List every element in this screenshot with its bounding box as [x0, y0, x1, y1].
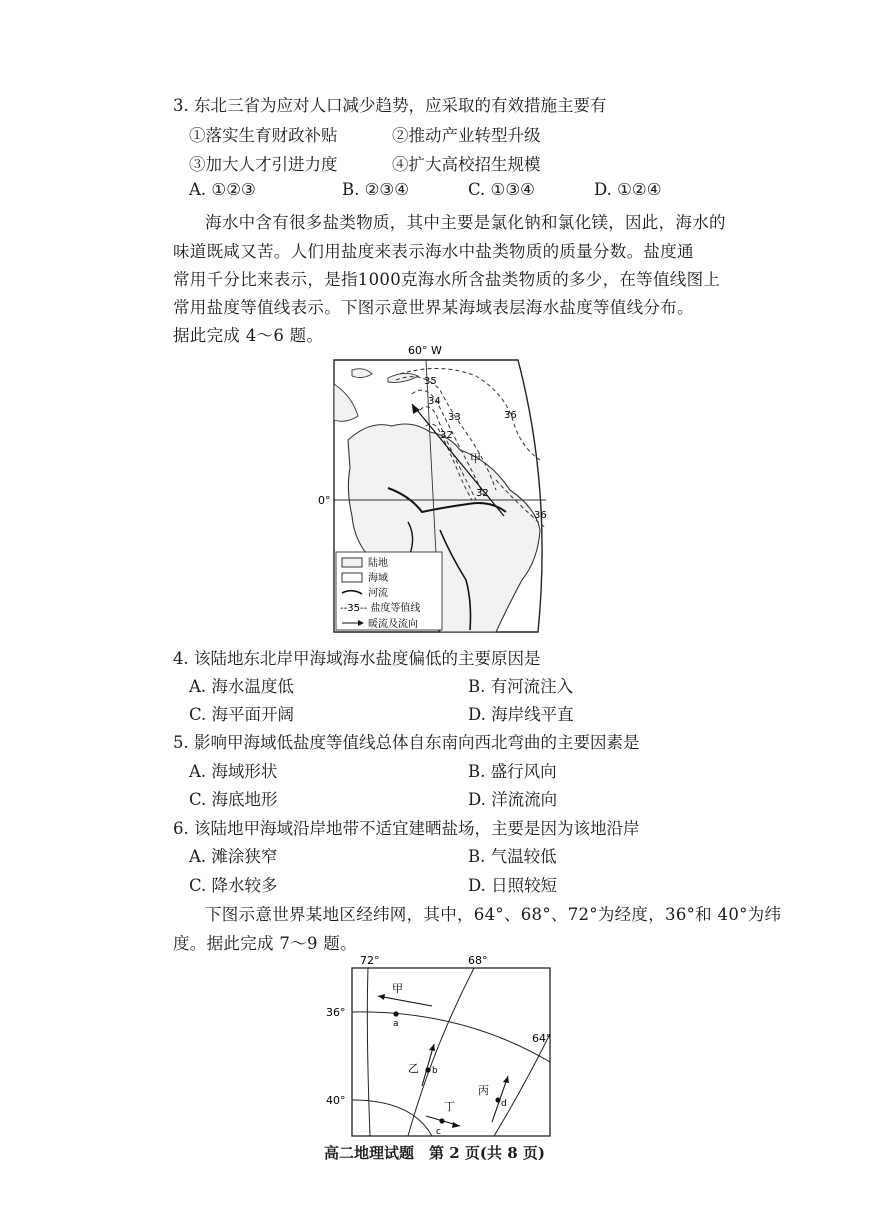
q3-choice-a: A. ①②③ — [189, 180, 256, 199]
q3-choice-b: B. ②③④ — [342, 180, 409, 199]
q4-choice-a: A. 海水温度低 — [189, 677, 294, 696]
legend-sea-swatch — [342, 573, 362, 582]
isoline-label: 36 — [534, 510, 547, 521]
isoline-label: 32 — [476, 488, 489, 499]
passage2-line-2: 度。据此完成 7～9 题。 — [173, 934, 357, 953]
q6-choice-a: A. 滩涂狭窄 — [189, 847, 278, 866]
q3-choice-d: D. ①②④ — [594, 180, 662, 199]
q6-choice-d: D. 日照较短 — [468, 876, 558, 895]
question-6-stem: 6. 该陆地甲海域沿岸地带不适宜建晒盐场，主要是因为该地沿岸 — [173, 819, 640, 838]
q5-choice-d: D. 洋流流向 — [468, 790, 558, 809]
lon-label-64: 64° — [532, 1032, 552, 1045]
q3-item-1: ①落实生育财政补贴 — [189, 126, 338, 145]
legend-river-label: 河流 — [368, 588, 388, 599]
point-label-bing: 丙 — [478, 1084, 489, 1097]
salinity-map — [300, 340, 570, 640]
question-3-stem: 3. 东北三省为应对人口减少趋势，应采取的有效措施主要有 — [173, 96, 607, 115]
area-label-jia: 甲 — [470, 452, 481, 465]
q5-choice-b: B. 盛行风向 — [468, 762, 557, 781]
isoline-label: 36 — [504, 410, 517, 421]
point-label-a: a — [393, 1019, 399, 1029]
passage2-line-1: 下图示意世界某地区经纬网，其中，64°、68°、72°为经度，36°和 40°为纬 — [205, 905, 782, 924]
lon-label-68: 68° — [468, 954, 488, 967]
legend-isoline-label: --35-- 盐度等值线 — [340, 603, 421, 614]
question-4-stem: 4. 该陆地东北岸甲海域海水盐度偏低的主要原因是 — [173, 649, 541, 668]
q4-choice-d: D. 海岸线平直 — [468, 705, 574, 724]
lon-label-72: 72° — [360, 954, 380, 967]
page-footer: 高二地理试题 第 2 页(共 8 页) — [324, 1144, 545, 1162]
q5-choice-a: A. 海域形状 — [189, 762, 278, 781]
point-label-jia: 甲 — [392, 982, 403, 995]
graticule-map — [322, 950, 562, 1140]
point-c — [439, 1118, 444, 1123]
q3-item-4: ④扩大高校招生规模 — [392, 155, 541, 174]
q3-choice-c: C. ①③④ — [468, 180, 535, 199]
q3-item-3: ③加大人才引进力度 — [189, 155, 338, 174]
point-label-yi: 乙 — [408, 1062, 419, 1075]
q3-item-2: ②推动产业转型升级 — [392, 126, 541, 145]
lat-label-36: 36° — [326, 1006, 346, 1019]
q4-choice-c: C. 海平面开阔 — [189, 705, 295, 724]
q5-choice-c: C. 海底地形 — [189, 790, 278, 809]
legend-current-label: 暖流及流向 — [368, 619, 418, 630]
isoline-label: 33 — [448, 412, 461, 423]
legend-sea-label: 海域 — [368, 573, 388, 584]
q4-choice-b: B. 有河流注入 — [468, 677, 574, 696]
point-label-ding: 丁 — [444, 1100, 455, 1113]
passage1-line-5: 据此完成 4～6 题。 — [173, 326, 324, 345]
point-b — [425, 1067, 430, 1072]
isoline-label: 34 — [428, 396, 441, 407]
q6-choice-c: C. 降水较多 — [189, 876, 278, 895]
legend-land-label: 陆地 — [368, 558, 388, 569]
lat-label-40: 40° — [326, 1094, 346, 1107]
point-label-c: c — [436, 1127, 441, 1137]
isoline-label: 32 — [440, 430, 453, 441]
passage1-line-1: 海水中含有很多盐类物质，其中主要是氯化钠和氯化镁，因此，海水的 — [205, 213, 726, 232]
passage1-line-4: 常用盐度等值线表示。下图示意世界某海域表层海水盐度等值线分布。 — [173, 298, 694, 317]
point-label-b: b — [432, 1066, 438, 1076]
point-a — [393, 1011, 398, 1016]
point-label-d: d — [501, 1099, 507, 1109]
question-5-stem: 5. 影响甲海域低盐度等值线总体自东南向西北弯曲的主要因素是 — [173, 733, 640, 752]
meridian-label: 60° W — [408, 344, 442, 357]
legend-land-swatch — [342, 558, 362, 567]
passage1-line-2: 味道既咸又苦。人们用盐度来表示海水中盐类物质的质量分数。盐度通 — [173, 242, 694, 261]
passage1-line-3: 常用千分比来表示，是指1000克海水所含盐类物质的多少，在等值线图上 — [173, 270, 721, 289]
q6-choice-b: B. 气温较低 — [468, 847, 557, 866]
isoline-label: 35 — [424, 376, 437, 387]
point-d — [495, 1097, 500, 1102]
equator-label: 0° — [318, 494, 331, 507]
